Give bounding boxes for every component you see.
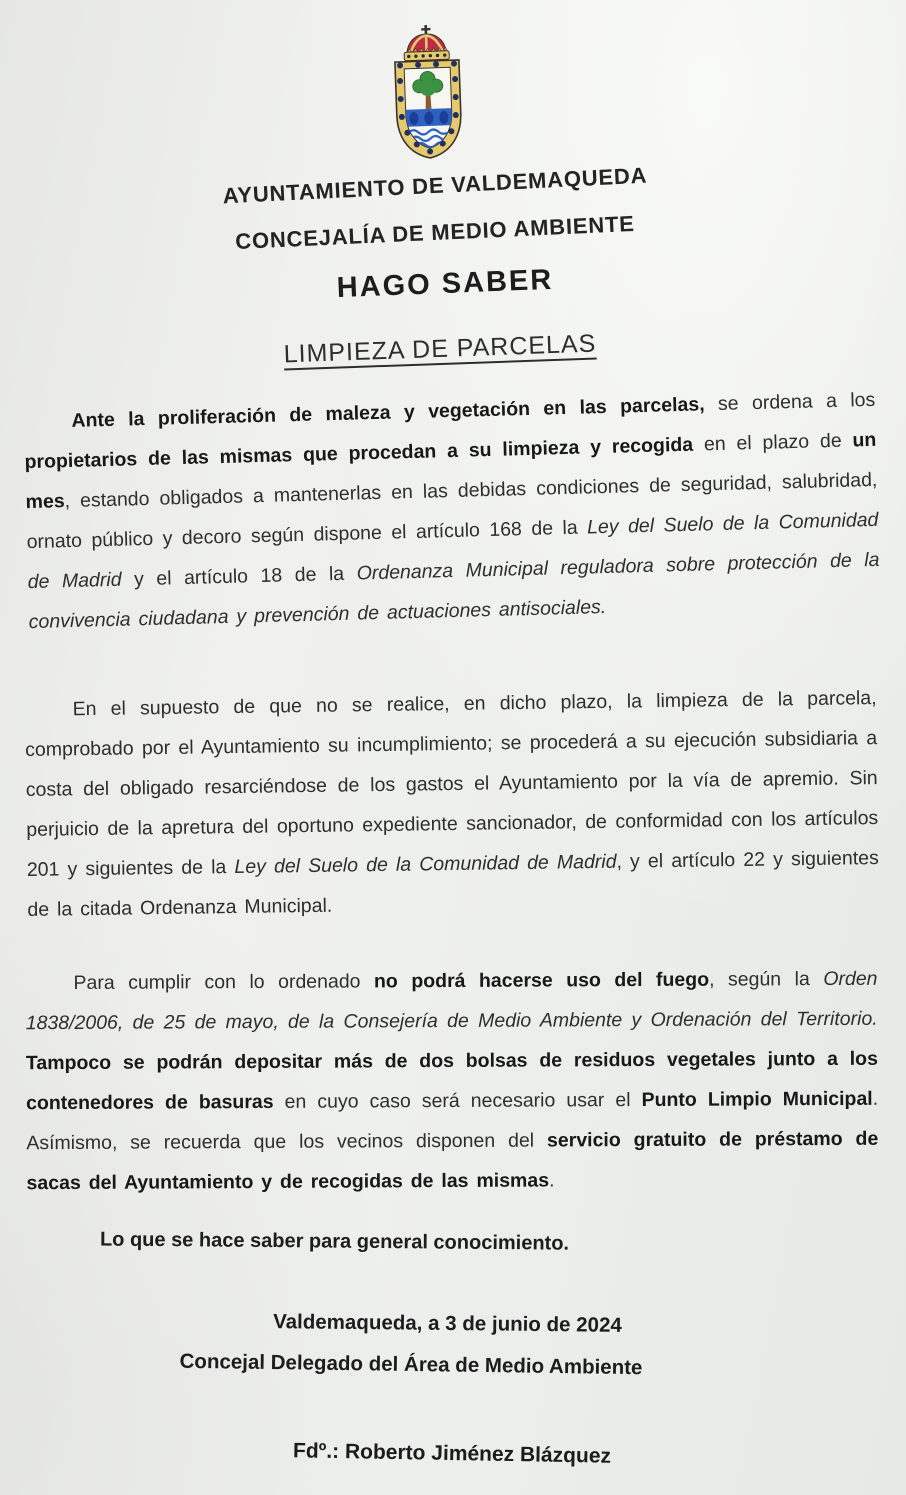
signature-line: Fdº.: Roberto Jiménez Blázquez (292, 1439, 612, 1468)
text-segment: Ley del Suelo de la Comunidad de Madrid (234, 850, 617, 878)
org-name-line: AYUNTAMIENTO DE VALDEMAQUEDA (222, 162, 648, 209)
text-segment: Punto Limpio Municipal (641, 1087, 873, 1111)
text-segment: , estando obligados a mantenerlas en las debidas condiciones de seguridad, salubridad, ornato público y decoro según dispone el artículo 168 de la (26, 468, 878, 553)
text-segment: . Asímismo, se recuerda que los vecinos disponen del (26, 1087, 879, 1154)
paragraph-enforcement (24, 678, 879, 930)
paragraph-conditions (25, 958, 878, 1202)
crown-icon (403, 24, 449, 61)
text-segment: en el plazo de (692, 428, 853, 456)
river-band-icon (404, 108, 455, 127)
department-line: CONCEJALÍA DE MEDIO AMBIENTE (234, 210, 636, 255)
document-subtitle (0, 320, 880, 380)
coat-of-arms-icon (376, 20, 481, 163)
paragraph-order (23, 379, 881, 641)
text-segment: . (548, 1168, 555, 1191)
text-segment: En el supuesto de que no se realice, en dicho plazo, la limpieza de la parcela, comprobado por el Ayuntamiento su incumplimiento; se procederá a su ejecución subsidiaria a costa del obligado resarciéndose de los gastos el Ayuntamiento por la vía de apremio. Sin perjuicio de la apretura del oportuno expediente sancionador, de conformidad con los artículos 201 y siguientes de la (25, 686, 879, 881)
text-segment: no podrá hacerse uso del fuego (373, 968, 710, 992)
text-segment: Tampoco se podrán depositar más de dos bolsas de residuos vegetales junto a los contenedores de basuras (25, 1047, 878, 1114)
text-segment: Ordenanza Municipal reguladora sobre protección de la convivencia ciudadana y prevención de actuaciones antisociales. (28, 548, 880, 633)
text-segment: en cuyo caso será necesario usar el (273, 1088, 642, 1113)
text-segment: Orden 1838/2006, de 25 de mayo, de la Consejería de Medio Ambiente y Ordenación del Territorio. (25, 967, 878, 1034)
text-segment: y el artículo 18 de la (121, 562, 357, 591)
signer-role-line: Concejal Delegado del Área de Medio Ambiente (179, 1349, 643, 1380)
text-segment: Ante la proliferación de maleza y vegetación en las parcelas, (71, 392, 705, 432)
text-segment: un mes (25, 428, 877, 513)
date-line: Valdemaqueda, a 3 de junio de 2024 (273, 1310, 622, 1337)
shield-icon (395, 60, 462, 159)
text-segment: , según la (709, 967, 824, 991)
text-segment: propietarios de las mismas que procedan a su limpieza y recogida (24, 433, 694, 473)
document-title: HAGO SABER (336, 263, 554, 305)
text-segment: Para cumplir con lo ordenado (73, 969, 375, 994)
text-segment: se ordena a los (704, 388, 876, 415)
document-subtitle-text: LIMPIEZA DE PARCELAS (283, 329, 597, 369)
text-segment: , y el artículo 22 y siguientes de la citada Ordenanza Municipal. (27, 846, 879, 921)
closing-statement: Lo que se hace saber para general conocimiento. (99, 1228, 570, 1255)
text-segment: Ley del Suelo de la Comunidad de Madrid (27, 508, 879, 593)
text-segment: servicio gratuito de préstamo de sacas del Ayuntamiento y de recogidas de las mismas (26, 1127, 879, 1194)
